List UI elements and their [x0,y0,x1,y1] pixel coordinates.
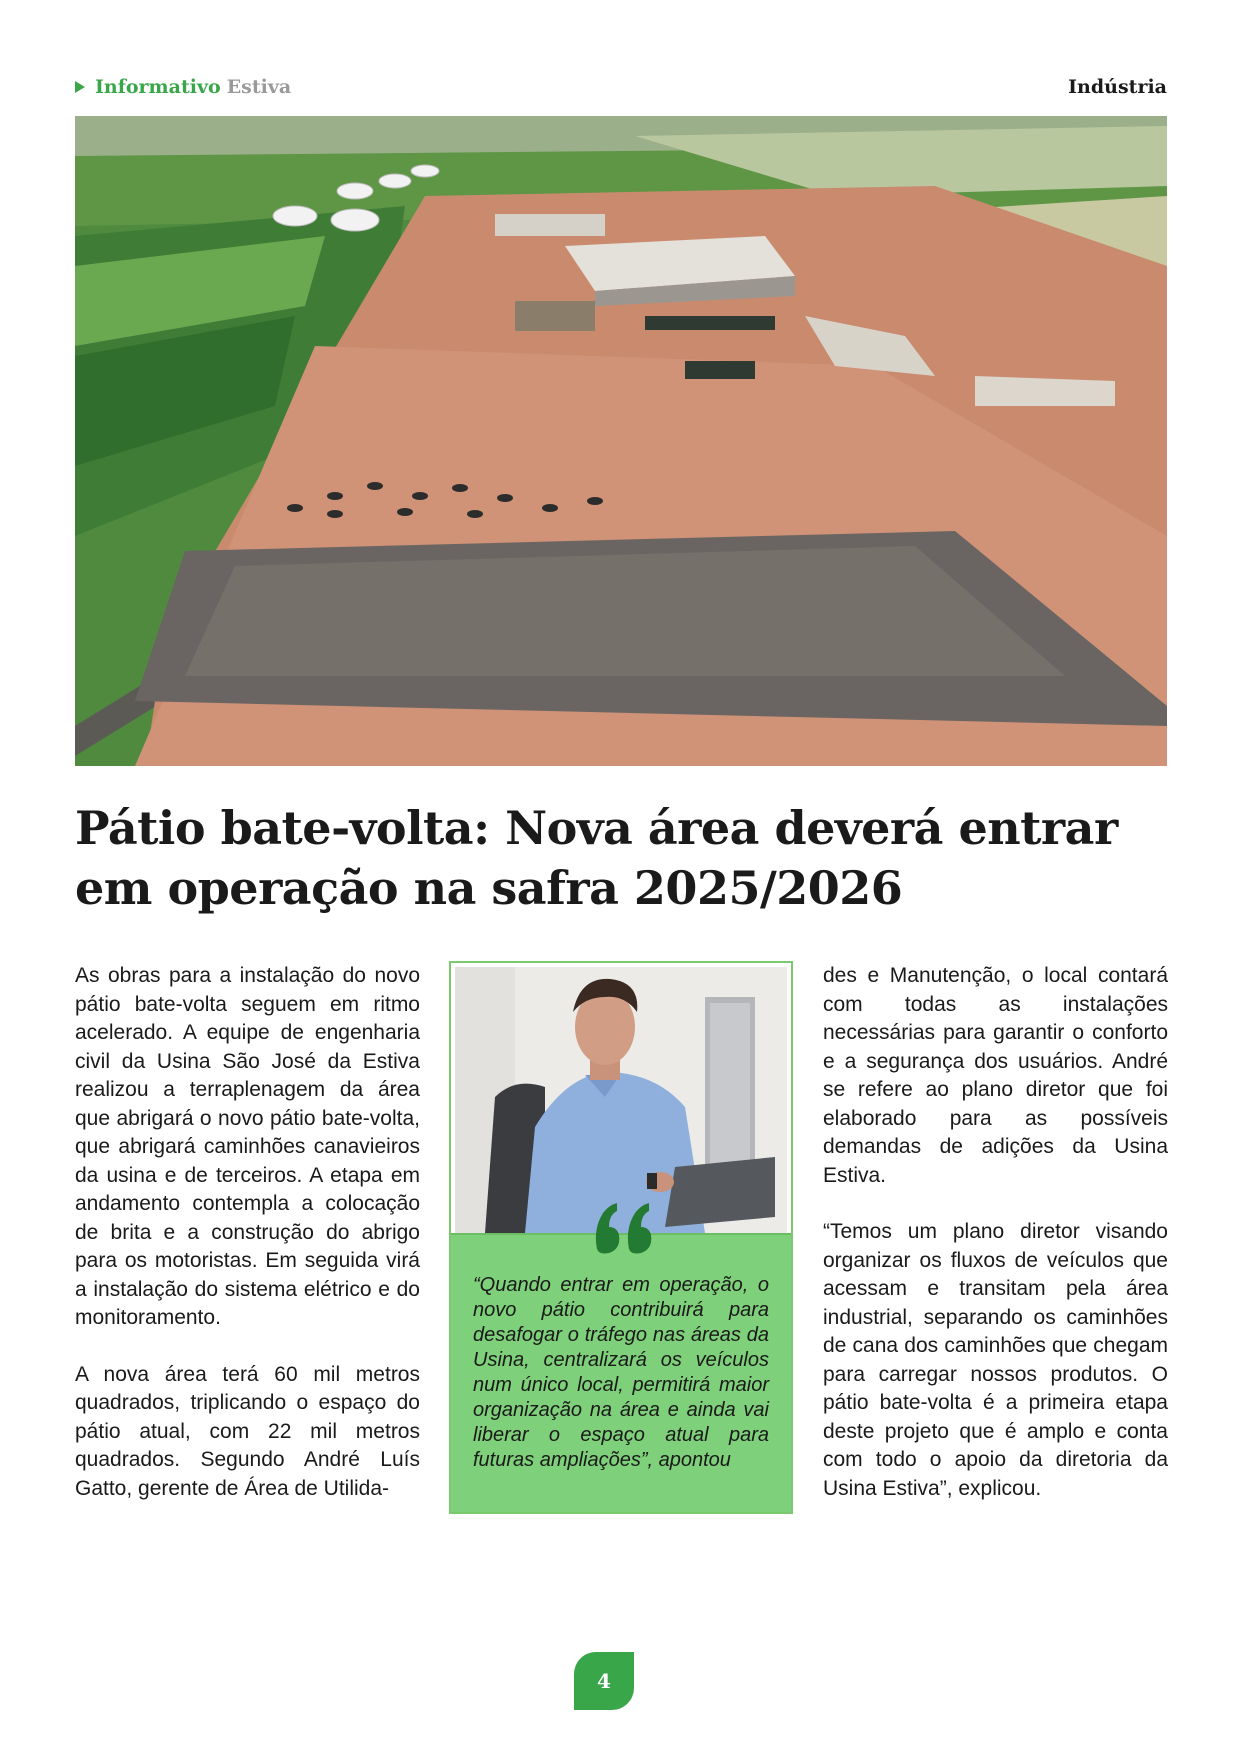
brand-informativo: Informativo [95,76,221,98]
paragraph: A nova área terá 60 mil metros quadrados, triplicando o espaço do pátio atual, com 22 mil metros quadrados. Segundo André Luís Gatto, gerente de Área de Utilida- [75,1362,420,1500]
article-column-right [823,962,1168,1503]
article-title: Pátio bate-volta: Nova área deverá entrar em operação na safra 2025/2026 [75,801,1118,915]
quote-box [449,961,793,1514]
paragraph: des e Manutenção, o local contará com todas as instalações necessárias para garantir o conforto e a segurança dos usuários. André se refere ao plano diretor que foi elaborado para as possíveis demandas de adições da Usina Estiva. [823,964,1168,1187]
paragraph: “Temos um plano diretor visando organizar os fluxos de veículos que acessam e transitam pela área industrial, separando os caminhões de cana dos caminhões que chegam para carregar nossos produtos. O pátio bate-volta é a primeira etapa deste projeto que é amplo e conta com todo o apoio da diretoria da Usina Estiva”, explicou. [823,1220,1168,1500]
paragraph: As obras para a instalação do novo pátio bate-volta seguem em ritmo acelerado. A equipe de engenharia civil da Usina São José da Estiva realizou a terraplenagem da área que abrigará o novo pátio bate-volta, que abrigará caminhões canavieiros da usina e de terceiros. A etapa em andamento contempla a colocação de brita e a construção do abrigo para os motoristas. Em seguida virá a instalação do sistema elétrico e do monitoramento. [75,964,420,1329]
page-header [75,74,1167,102]
pull-quote-text: “Quando entrar em operação, o novo pátio contribuirá para desafogar o tráfego nas áreas da Usina, centralizará os veículos num único local, permitirá maior organização na área e ainda vai liberar o espaço atual para futuras ampliações”, apontou [473,1274,769,1471]
publication-brand [75,76,291,98]
aerial-photo-industrial-site-icon [75,116,1167,766]
portrait-photo [455,967,787,1233]
portrait-man-at-computer-icon [455,967,787,1233]
quotation-mark-icon [589,1199,659,1259]
hero-aerial-photo [75,116,1167,766]
article-column-left [75,962,420,1503]
pull-quote-panel [451,1233,791,1512]
section-label: Indústria [1068,76,1167,98]
page-number: 4 [574,1652,634,1710]
brand-estiva: Estiva [226,76,292,98]
play-triangle-icon [75,81,85,93]
